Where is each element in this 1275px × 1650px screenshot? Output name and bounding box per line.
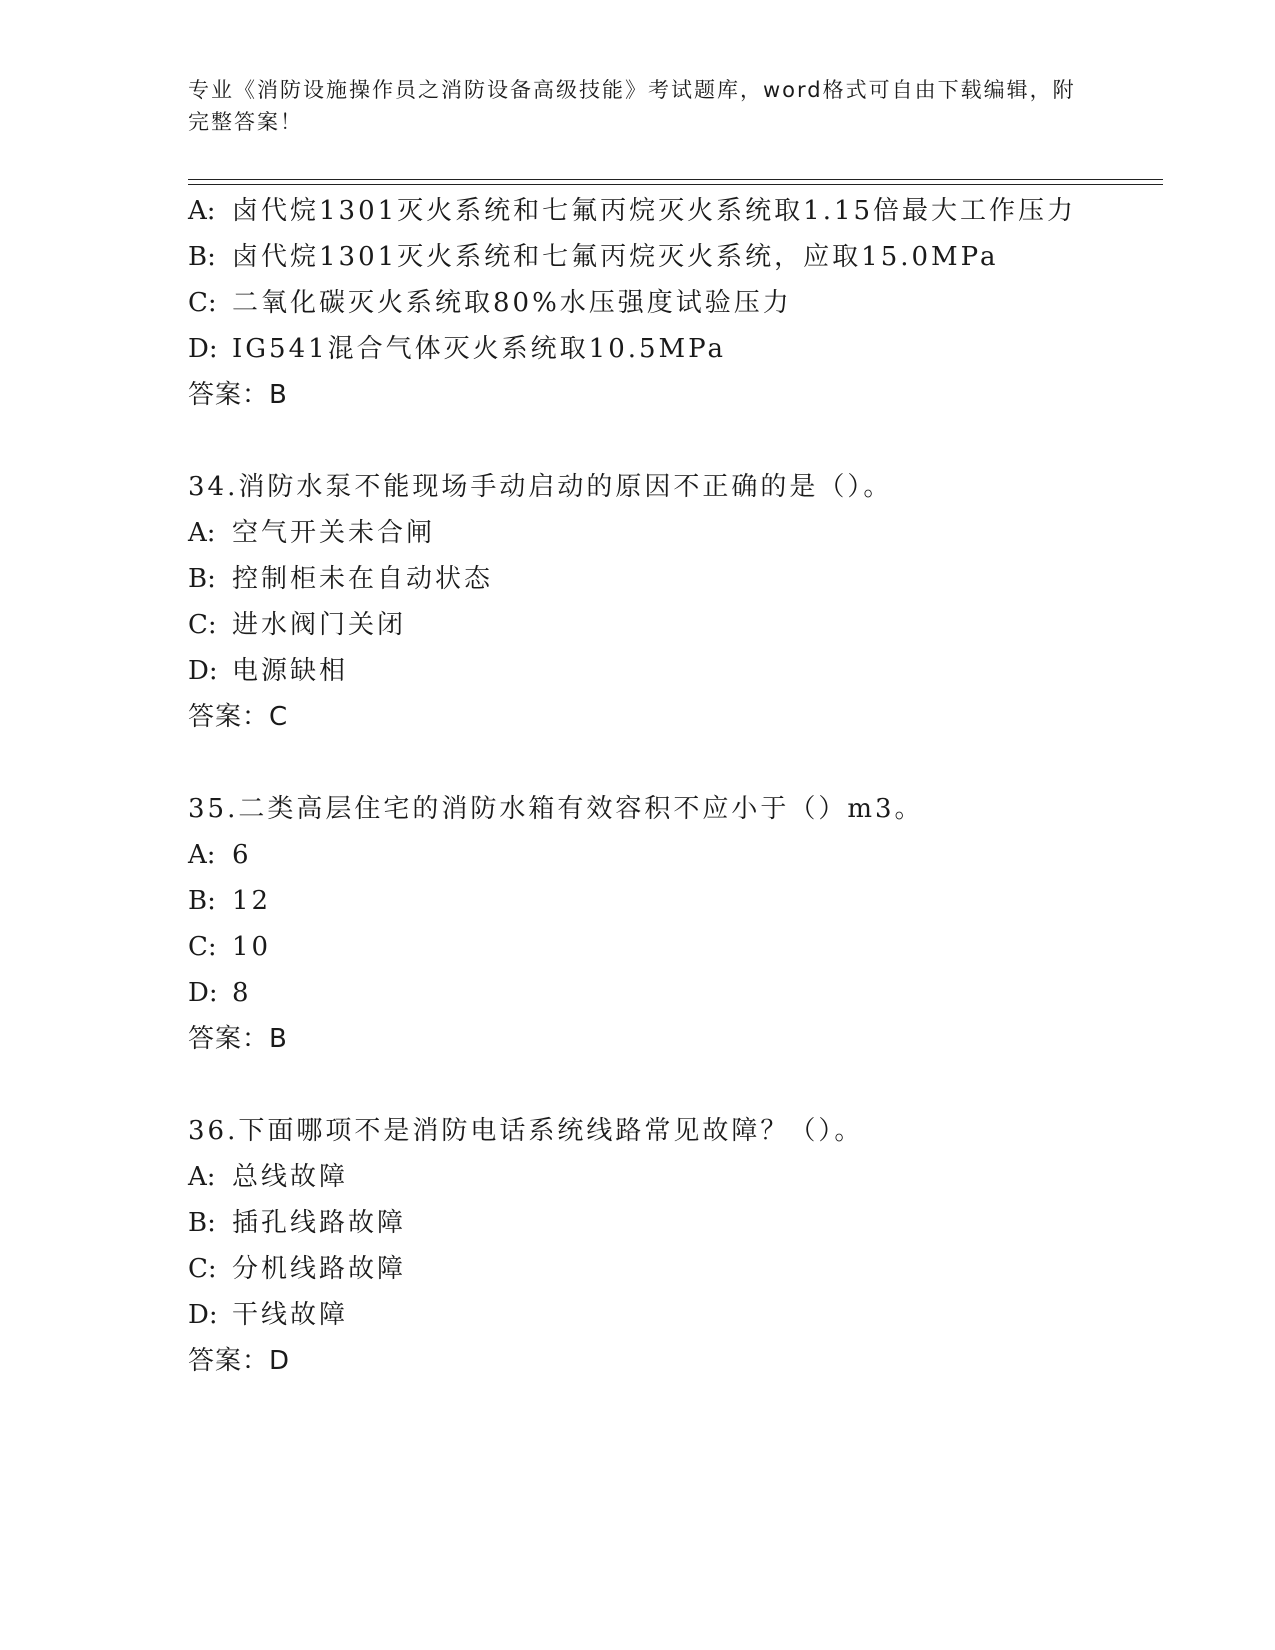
document-header <box>188 74 1098 138</box>
option-c: C: 二氧化碳灭火系统取80%水压强度试验压力 <box>188 288 792 318</box>
answer-line: 答案：B <box>188 1024 288 1054</box>
option-a: A: 总线故障 <box>188 1162 349 1192</box>
question-title: 35.二类高层住宅的消防水箱有效容积不应小于（）m3。 <box>188 794 924 824</box>
answer-line: 答案：D <box>188 1346 291 1376</box>
option-d: D: 干线故障 <box>188 1300 349 1330</box>
option-a: A: 6 <box>188 840 252 870</box>
answer-line: 答案：B <box>188 380 288 410</box>
question-title: 36.下面哪项不是消防电话系统线路常见故障？（）。 <box>188 1116 864 1146</box>
option-c: C: 10 <box>188 932 272 962</box>
option-c: C: 进水阀门关闭 <box>188 610 407 640</box>
answer-line: 答案：C <box>188 702 289 732</box>
question-34 <box>188 464 1188 740</box>
option-b: B: 卤代烷1301灭火系统和七氟丙烷灭火系统，应取15.0MPa <box>188 242 999 272</box>
spacer <box>188 418 1188 464</box>
question-title: 34.消防水泵不能现场手动启动的原因不正确的是（）。 <box>188 472 893 502</box>
option-a: A: 卤代烷1301灭火系统和七氟丙烷灭火系统取1.15倍最大工作压力 <box>188 196 1077 226</box>
header-text: 专业《消防设施操作员之消防设备高级技能》考试题库，word格式可自由下载编辑，附完整答案！ <box>188 78 1076 134</box>
spacer <box>188 740 1188 786</box>
option-c: C: 分机线路故障 <box>188 1254 407 1284</box>
option-b: B: 控制柜未在自动状态 <box>188 564 494 594</box>
question-list <box>188 188 1188 1384</box>
option-d: D: 电源缺相 <box>188 656 349 686</box>
option-b: B: 12 <box>188 886 272 916</box>
option-d: D: IG541混合气体灭火系统取10.5MPa <box>188 334 727 364</box>
header-divider-top <box>188 179 1163 180</box>
spacer <box>188 1062 1188 1108</box>
question-33-continuation <box>188 188 1188 418</box>
question-35 <box>188 786 1188 1062</box>
header-divider-bottom <box>188 184 1163 185</box>
option-d: D: 8 <box>188 978 252 1008</box>
option-b: B: 插孔线路故障 <box>188 1208 407 1238</box>
question-36 <box>188 1108 1188 1384</box>
option-a: A: 空气开关未合闸 <box>188 518 436 548</box>
